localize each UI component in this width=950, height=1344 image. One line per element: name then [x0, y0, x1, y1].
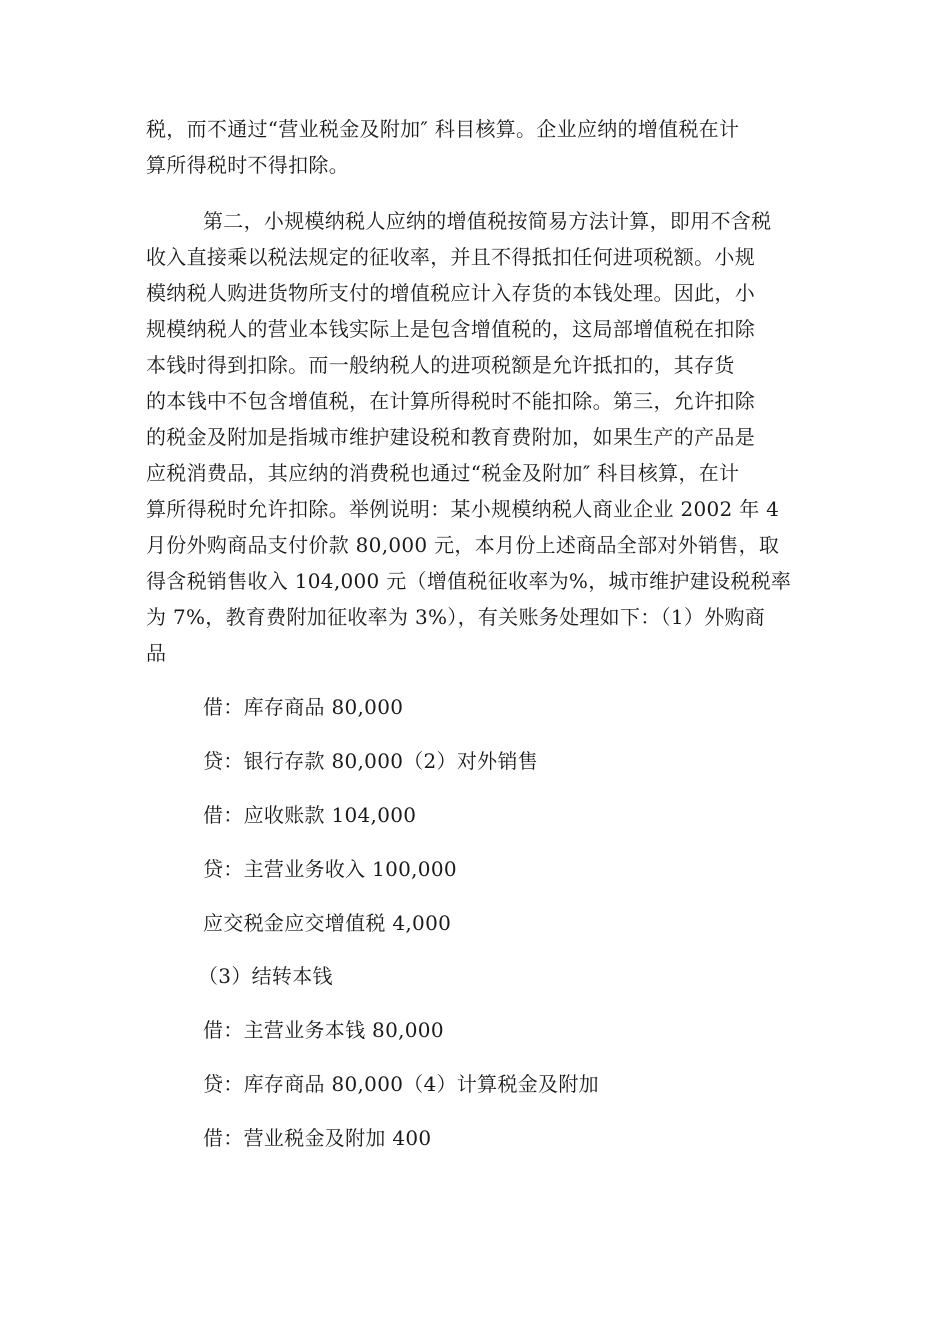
entry-line-7: 借：主营业务本钱 80,000 [203, 1018, 444, 1042]
paragraph-2-line-4: 规模纳税人的营业本钱实际上是包含增值税的，这局部增值税在扣除 [146, 317, 755, 341]
entry-line-2: 贷：银行存款 80,000（2）对外销售 [203, 749, 539, 773]
paragraph-2-line-6: 的本钱中不包含增值税，在计算所得税时不能扣除。第三，允许扣除 [146, 389, 755, 413]
paragraph-2-line-9: 算所得税时允许扣除。举例说明：某小规模纳税人商业企业 2002 年 4 [146, 497, 780, 521]
paragraph-1-line-1: 税，而不通过“营业税金及附加″ 科目核算。企业应纳的增值税在计 [146, 117, 740, 141]
paragraph-1-line-2: 算所得税时不得扣除。 [146, 153, 349, 177]
entry-line-6: （3）结转本钱 [198, 964, 333, 988]
entry-line-4: 贷：主营业务收入 100,000 [203, 857, 457, 881]
paragraph-2-line-3: 模纳税人购进货物所支付的增值税应计入存货的本钱处理。因此，小 [146, 281, 755, 305]
paragraph-2-line-2: 收入直接乘以税法规定的征收率，并且不得抵扣任何进项税额。小规 [146, 245, 755, 269]
entry-line-3: 借：应收账款 104,000 [203, 803, 417, 827]
paragraph-2-line-7: 的税金及附加是指城市维护建设税和教育费附加，如果生产的产品是 [146, 425, 755, 449]
entry-line-9: 借：营业税金及附加 400 [203, 1126, 432, 1150]
paragraph-2-line-10: 月份外购商品支付价款 80,000 元，本月份上述商品全部对外销售，取 [146, 533, 780, 557]
entry-line-5: 应交税金应交增值税 4,000 [203, 911, 452, 935]
paragraph-2-line-8: 应税消费品，其应纳的消费税也通过“税金及附加″ 科目核算，在计 [146, 461, 740, 485]
paragraph-2-line-5: 本钱时得到扣除。而一般纳税人的进项税额是允许抵扣的，其存货 [146, 353, 735, 377]
paragraph-2-line-11: 得含税销售收入 104,000 元（增值税征收率为%，城市维护建设税税率 [146, 569, 792, 593]
paragraph-2-line-1: 第二，小规模纳税人应纳的增值税按简易方法计算，即用不含税 [203, 209, 772, 233]
paragraph-2-line-13: 品 [146, 641, 167, 665]
entry-line-8: 贷：库存商品 80,000（4）计算税金及附加 [203, 1072, 599, 1096]
entry-line-1: 借：库存商品 80,000 [203, 695, 404, 719]
paragraph-2-line-12: 为 7%，教育费附加征收率为 3%），有关账务处理如下：（1）外购商 [146, 605, 766, 629]
